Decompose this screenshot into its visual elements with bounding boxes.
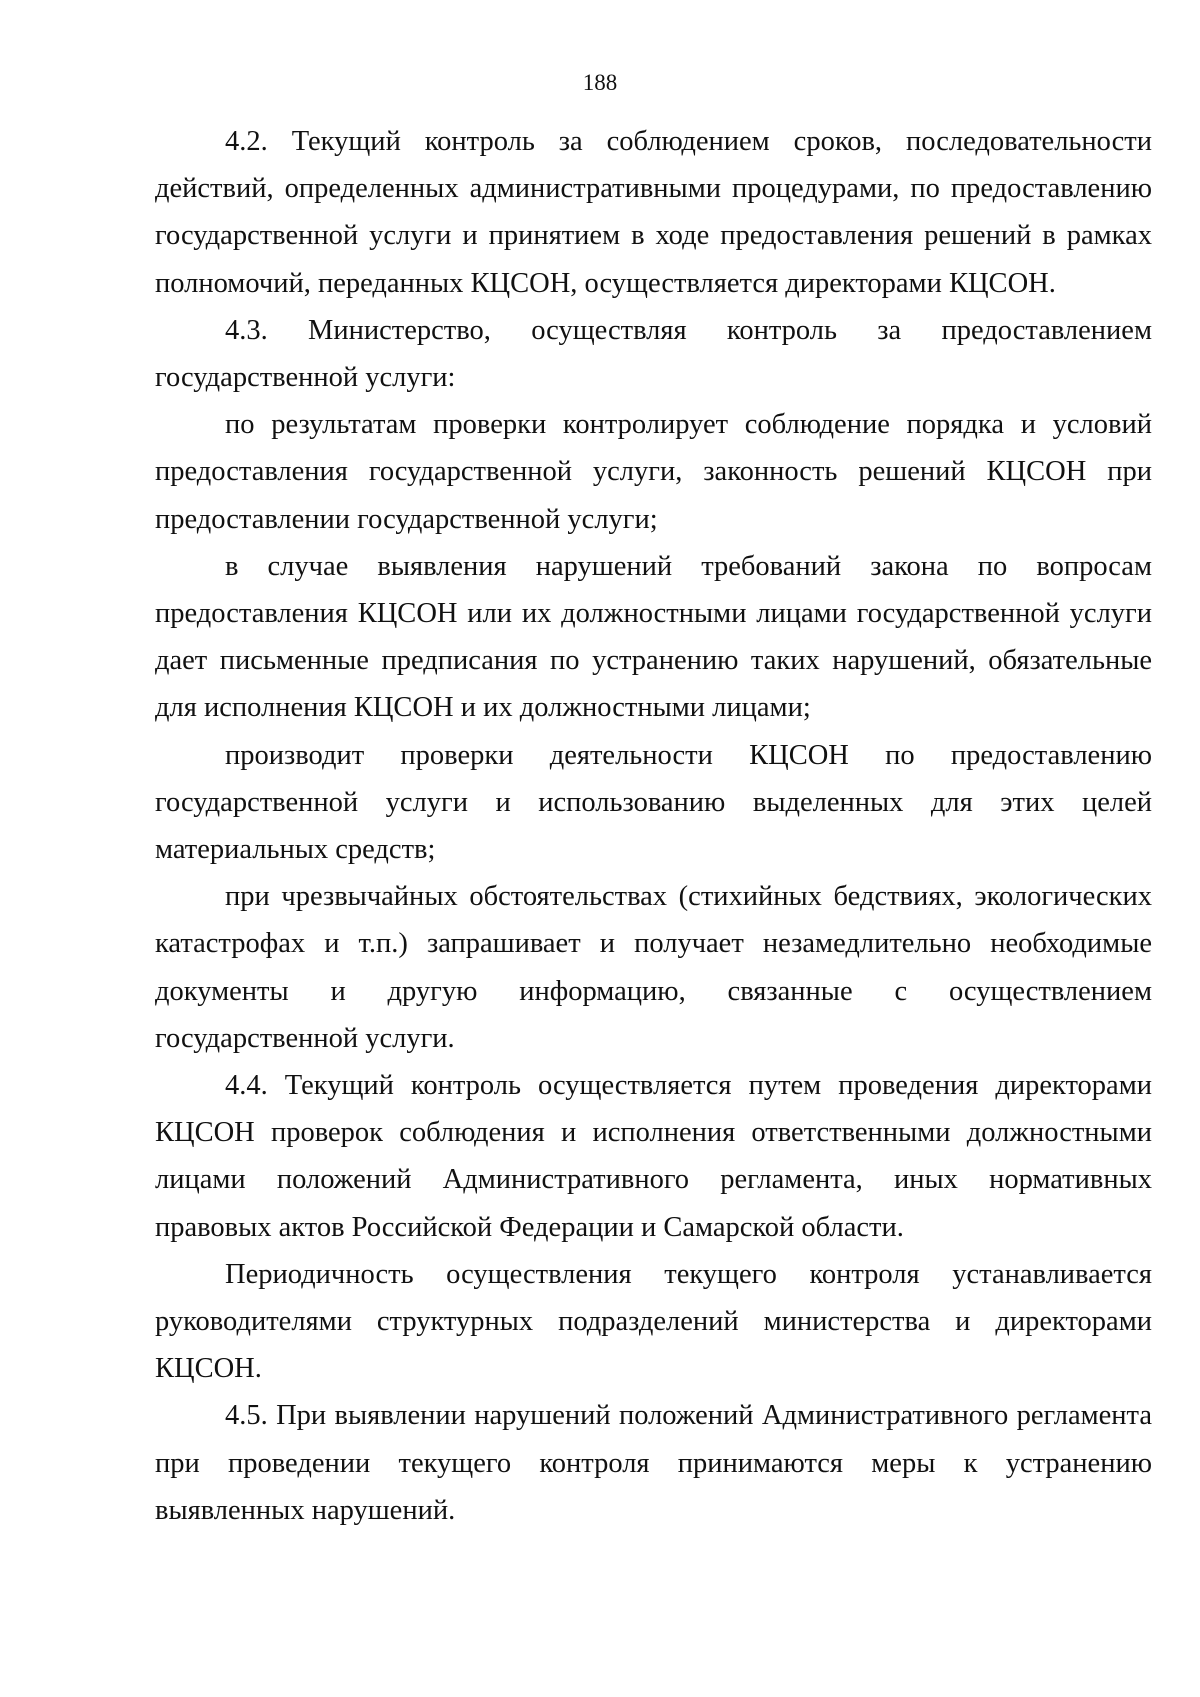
paragraph-4-4: 4.4. Текущий контроль осуществляется путем проведения директорами КЦСОН проверок соблюдения и исполнения ответственными должностными лицами положений Административного регламента, иных нормативных правовых актов Российской Федерации и Самарской области.: [155, 1070, 1152, 1243]
document-body: [155, 118, 1152, 1534]
paragraph-4-3-item-inspections: производит проверки деятельности КЦСОН по предоставлению государственной услуги и использованию выделенных для этих целей материальных средств;: [155, 739, 1152, 866]
paragraph-4-3-item-violations: в случае выявления нарушений требований закона по вопросам предоставления КЦСОН или их должностными лицами государственной услуги дает письменные предписания по устранению таких нарушений, обязательные для исполнения КЦСОН и их должностными лицами;: [155, 550, 1152, 724]
paragraph-4-3-item-review: по результатам проверки контролирует соблюдение порядка и условий предоставления государственной услуги, законность решений КЦСОН при предоставлении государственной услуги;: [155, 409, 1152, 535]
paragraph-4-5: 4.5. При выявлении нарушений положений Административного регламента при проведении текущего контроля принимаются меры к устранению выявленных нарушений.: [155, 1400, 1152, 1526]
page-number: 188: [582, 70, 618, 95]
paragraph-4-4-periodicity: Периодичность осуществления текущего контроля устанавливается руководителями структурных подразделений министерства и директорами КЦСОН.: [155, 1258, 1152, 1385]
paragraph-4-3-item-emergencies: при чрезвычайных обстоятельствах (стихийных бедствиях, экологических катастрофах и т.п.) запрашивает и получает незамедлительно необходимые документы и другую информацию, связанные с осуществлением государственной услуги.: [155, 881, 1152, 1054]
paragraph-4-3: 4.3. Министерство, осуществляя контроль за предоставлением государственной услуги:: [155, 314, 1152, 394]
paragraph-4-2: 4.2. Текущий контроль за соблюдением сроков, последовательности действий, определенных административными процедурами, по предоставлению государственной услуги и принятием в ходе предоставления решений в рамках полномочий, переданных КЦСОН, осуществляется директорами КЦСОН.: [155, 126, 1152, 299]
